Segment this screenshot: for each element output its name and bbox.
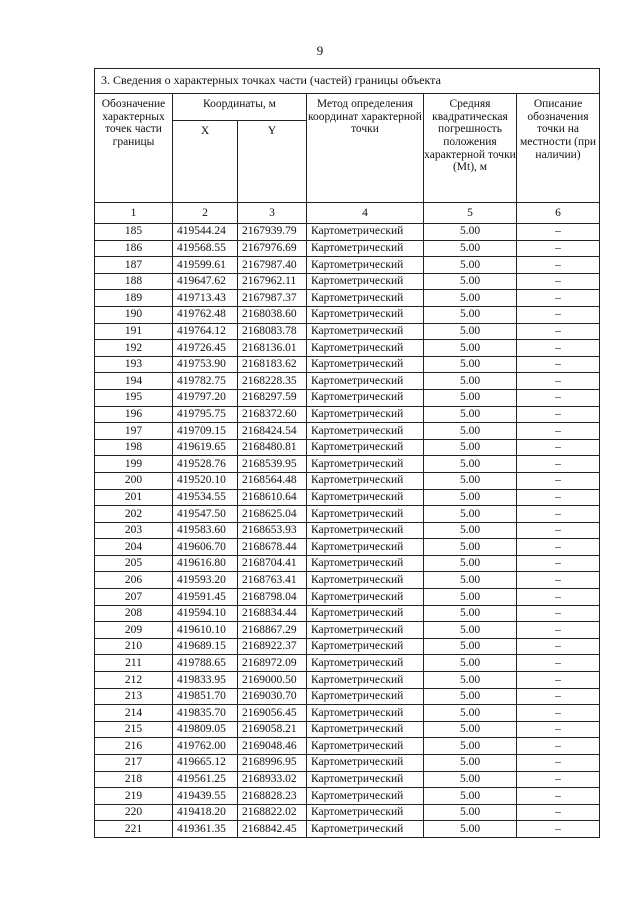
point-cell: 206 <box>95 572 173 589</box>
point-cell: 218 <box>95 771 173 788</box>
accuracy-cell: 5.00 <box>424 439 517 456</box>
method-cell: Картометрический <box>307 688 424 705</box>
table-row <box>95 638 600 655</box>
accuracy-cell: 5.00 <box>424 771 517 788</box>
column-number: 5 <box>424 203 517 224</box>
y-coordinate-cell: 2168653.93 <box>238 522 307 539</box>
table-row <box>95 389 600 406</box>
method-cell: Картометрический <box>307 340 424 357</box>
description-cell: – <box>517 605 600 622</box>
method-cell: Картометрический <box>307 323 424 340</box>
x-coordinate-cell: 419418.20 <box>173 804 238 821</box>
description-cell: – <box>517 788 600 805</box>
method-cell: Картометрический <box>307 506 424 523</box>
accuracy-cell: 5.00 <box>424 638 517 655</box>
x-coordinate-cell: 419561.25 <box>173 771 238 788</box>
x-coordinate-cell: 419762.48 <box>173 306 238 323</box>
accuracy-cell: 5.00 <box>424 738 517 755</box>
table-row <box>95 257 600 274</box>
header-coordinates: Координаты, м <box>173 94 307 121</box>
x-coordinate-cell: 419583.60 <box>173 522 238 539</box>
x-coordinate-cell: 419439.55 <box>173 788 238 805</box>
y-coordinate-cell: 2168867.29 <box>238 622 307 639</box>
accuracy-cell: 5.00 <box>424 721 517 738</box>
y-coordinate-cell: 2168704.41 <box>238 555 307 572</box>
description-cell: – <box>517 804 600 821</box>
table-row <box>95 489 600 506</box>
y-coordinate-cell: 2168183.62 <box>238 356 307 373</box>
method-cell: Картометрический <box>307 472 424 489</box>
table-row <box>95 672 600 689</box>
x-coordinate-cell: 419795.75 <box>173 406 238 423</box>
table-body <box>95 224 600 838</box>
method-cell: Картометрический <box>307 605 424 622</box>
x-coordinate-cell: 419591.45 <box>173 589 238 606</box>
point-cell: 185 <box>95 224 173 241</box>
section-title: 3. Сведения о характерных точках части (частей) границы объекта <box>95 69 600 94</box>
point-cell: 191 <box>95 323 173 340</box>
x-coordinate-cell: 419788.65 <box>173 655 238 672</box>
method-cell: Картометрический <box>307 622 424 639</box>
x-coordinate-cell: 419762.00 <box>173 738 238 755</box>
y-coordinate-cell: 2169048.46 <box>238 738 307 755</box>
accuracy-cell: 5.00 <box>424 472 517 489</box>
header-description: Описание обозначения точки на местности (при наличии) <box>517 94 600 203</box>
method-cell: Картометрический <box>307 290 424 307</box>
y-coordinate-cell: 2168297.59 <box>238 389 307 406</box>
accuracy-cell: 5.00 <box>424 340 517 357</box>
point-cell: 221 <box>95 821 173 838</box>
point-cell: 214 <box>95 705 173 722</box>
x-coordinate-cell: 419726.45 <box>173 340 238 357</box>
accuracy-cell: 5.00 <box>424 273 517 290</box>
point-cell: 193 <box>95 356 173 373</box>
accuracy-cell: 5.00 <box>424 821 517 838</box>
description-cell: – <box>517 522 600 539</box>
description-cell: – <box>517 273 600 290</box>
table-row <box>95 555 600 572</box>
y-coordinate-cell: 2169058.21 <box>238 721 307 738</box>
table-row <box>95 472 600 489</box>
y-coordinate-cell: 2168228.35 <box>238 373 307 390</box>
table-row <box>95 356 600 373</box>
accuracy-cell: 5.00 <box>424 257 517 274</box>
x-coordinate-cell: 419619.65 <box>173 439 238 456</box>
description-cell: – <box>517 705 600 722</box>
table-row <box>95 423 600 440</box>
description-cell: – <box>517 572 600 589</box>
point-cell: 202 <box>95 506 173 523</box>
method-cell: Картометрический <box>307 589 424 606</box>
table-row <box>95 439 600 456</box>
x-coordinate-cell: 419594.10 <box>173 605 238 622</box>
y-coordinate-cell: 2168763.41 <box>238 572 307 589</box>
description-cell: – <box>517 240 600 257</box>
y-coordinate-cell: 2168372.60 <box>238 406 307 423</box>
table-row <box>95 340 600 357</box>
table-row <box>95 456 600 473</box>
description-cell: – <box>517 655 600 672</box>
y-coordinate-cell: 2168828.23 <box>238 788 307 805</box>
x-coordinate-cell: 419534.55 <box>173 489 238 506</box>
description-cell: – <box>517 389 600 406</box>
accuracy-cell: 5.00 <box>424 755 517 772</box>
x-coordinate-cell: 419361.35 <box>173 821 238 838</box>
y-coordinate-cell: 2167976.69 <box>238 240 307 257</box>
x-coordinate-cell: 419544.24 <box>173 224 238 241</box>
page-number: 9 <box>316 43 324 58</box>
y-coordinate-cell: 2168922.37 <box>238 638 307 655</box>
x-coordinate-cell: 419568.55 <box>173 240 238 257</box>
description-cell: – <box>517 638 600 655</box>
y-coordinate-cell: 2168933.02 <box>238 771 307 788</box>
accuracy-cell: 5.00 <box>424 672 517 689</box>
column-number-row <box>95 203 600 224</box>
header-y: Y <box>238 121 307 203</box>
description-cell: – <box>517 688 600 705</box>
accuracy-cell: 5.00 <box>424 406 517 423</box>
point-cell: 190 <box>95 306 173 323</box>
accuracy-cell: 5.00 <box>424 456 517 473</box>
header-method: Метод определения координат характерной точки <box>307 94 424 203</box>
y-coordinate-cell: 2168834.44 <box>238 605 307 622</box>
method-cell: Картометрический <box>307 257 424 274</box>
point-cell: 203 <box>95 522 173 539</box>
accuracy-cell: 5.00 <box>424 323 517 340</box>
table-row <box>95 240 600 257</box>
point-cell: 197 <box>95 423 173 440</box>
description-cell: – <box>517 771 600 788</box>
accuracy-cell: 5.00 <box>424 555 517 572</box>
column-number: 4 <box>307 203 424 224</box>
point-cell: 217 <box>95 755 173 772</box>
method-cell: Картометрический <box>307 356 424 373</box>
method-cell: Картометрический <box>307 423 424 440</box>
table-row <box>95 721 600 738</box>
y-coordinate-cell: 2167962.11 <box>238 273 307 290</box>
method-cell: Картометрический <box>307 672 424 689</box>
table-row <box>95 622 600 639</box>
x-coordinate-cell: 419851.70 <box>173 688 238 705</box>
method-cell: Картометрический <box>307 555 424 572</box>
point-cell: 186 <box>95 240 173 257</box>
table-row <box>95 273 600 290</box>
column-number: 1 <box>95 203 173 224</box>
y-coordinate-cell: 2167987.40 <box>238 257 307 274</box>
point-cell: 208 <box>95 605 173 622</box>
table-row <box>95 572 600 589</box>
method-cell: Картометрический <box>307 273 424 290</box>
x-coordinate-cell: 419689.15 <box>173 638 238 655</box>
accuracy-cell: 5.00 <box>424 356 517 373</box>
table-row <box>95 605 600 622</box>
x-coordinate-cell: 419616.80 <box>173 555 238 572</box>
point-cell: 198 <box>95 439 173 456</box>
description-cell: – <box>517 456 600 473</box>
accuracy-cell: 5.00 <box>424 423 517 440</box>
method-cell: Картометрический <box>307 738 424 755</box>
x-coordinate-cell: 419809.05 <box>173 721 238 738</box>
x-coordinate-cell: 419709.15 <box>173 423 238 440</box>
method-cell: Картометрический <box>307 439 424 456</box>
table-row <box>95 738 600 755</box>
column-number: 3 <box>238 203 307 224</box>
point-cell: 207 <box>95 589 173 606</box>
method-cell: Картометрический <box>307 721 424 738</box>
method-cell: Картометрический <box>307 705 424 722</box>
method-cell: Картометрический <box>307 771 424 788</box>
y-coordinate-cell: 2168996.95 <box>238 755 307 772</box>
x-coordinate-cell: 419599.61 <box>173 257 238 274</box>
x-coordinate-cell: 419547.50 <box>173 506 238 523</box>
y-coordinate-cell: 2169030.70 <box>238 688 307 705</box>
accuracy-cell: 5.00 <box>424 788 517 805</box>
y-coordinate-cell: 2168610.64 <box>238 489 307 506</box>
point-cell: 215 <box>95 721 173 738</box>
point-cell: 196 <box>95 406 173 423</box>
description-cell: – <box>517 472 600 489</box>
description-cell: – <box>517 224 600 241</box>
method-cell: Картометрический <box>307 572 424 589</box>
x-coordinate-cell: 419606.70 <box>173 539 238 556</box>
x-coordinate-cell: 419753.90 <box>173 356 238 373</box>
y-coordinate-cell: 2168038.60 <box>238 306 307 323</box>
method-cell: Картометрический <box>307 755 424 772</box>
accuracy-cell: 5.00 <box>424 705 517 722</box>
table-row <box>95 290 600 307</box>
y-coordinate-cell: 2167939.79 <box>238 224 307 241</box>
description-cell: – <box>517 721 600 738</box>
accuracy-cell: 5.00 <box>424 240 517 257</box>
method-cell: Картометрический <box>307 406 424 423</box>
point-cell: 189 <box>95 290 173 307</box>
description-cell: – <box>517 406 600 423</box>
accuracy-cell: 5.00 <box>424 489 517 506</box>
accuracy-cell: 5.00 <box>424 688 517 705</box>
x-coordinate-cell: 419835.70 <box>173 705 238 722</box>
accuracy-cell: 5.00 <box>424 224 517 241</box>
x-coordinate-cell: 419610.10 <box>173 622 238 639</box>
method-cell: Картометрический <box>307 306 424 323</box>
header-point-designation: Обозначение характерных точек части границы <box>95 94 173 203</box>
accuracy-cell: 5.00 <box>424 804 517 821</box>
point-cell: 209 <box>95 622 173 639</box>
table-row <box>95 589 600 606</box>
x-coordinate-cell: 419520.10 <box>173 472 238 489</box>
description-cell: – <box>517 738 600 755</box>
point-cell: 205 <box>95 555 173 572</box>
y-coordinate-cell: 2168625.04 <box>238 506 307 523</box>
accuracy-cell: 5.00 <box>424 589 517 606</box>
point-cell: 199 <box>95 456 173 473</box>
x-coordinate-cell: 419647.62 <box>173 273 238 290</box>
description-cell: – <box>517 506 600 523</box>
y-coordinate-cell: 2168564.48 <box>238 472 307 489</box>
table-row <box>95 688 600 705</box>
method-cell: Картометрический <box>307 389 424 406</box>
table-row <box>95 539 600 556</box>
method-cell: Картометрический <box>307 539 424 556</box>
point-cell: 213 <box>95 688 173 705</box>
table-row <box>95 705 600 722</box>
accuracy-cell: 5.00 <box>424 539 517 556</box>
description-cell: – <box>517 423 600 440</box>
description-cell: – <box>517 555 600 572</box>
accuracy-cell: 5.00 <box>424 306 517 323</box>
x-coordinate-cell: 419713.43 <box>173 290 238 307</box>
description-cell: – <box>517 356 600 373</box>
description-cell: – <box>517 672 600 689</box>
y-coordinate-cell: 2168136.01 <box>238 340 307 357</box>
y-coordinate-cell: 2168822.02 <box>238 804 307 821</box>
description-cell: – <box>517 489 600 506</box>
column-number: 6 <box>517 203 600 224</box>
accuracy-cell: 5.00 <box>424 572 517 589</box>
accuracy-cell: 5.00 <box>424 622 517 639</box>
point-cell: 204 <box>95 539 173 556</box>
y-coordinate-cell: 2169056.45 <box>238 705 307 722</box>
point-cell: 194 <box>95 373 173 390</box>
point-cell: 187 <box>95 257 173 274</box>
accuracy-cell: 5.00 <box>424 605 517 622</box>
description-cell: – <box>517 539 600 556</box>
header-accuracy: Средняя квадратическая погрешность положения характерной точки (Mt), м <box>424 94 517 203</box>
y-coordinate-cell: 2168972.09 <box>238 655 307 672</box>
table-row <box>95 655 600 672</box>
table-row <box>95 821 600 838</box>
x-coordinate-cell: 419528.76 <box>173 456 238 473</box>
point-cell: 210 <box>95 638 173 655</box>
table-row <box>95 771 600 788</box>
point-cell: 211 <box>95 655 173 672</box>
y-coordinate-cell: 2168480.81 <box>238 439 307 456</box>
table-row <box>95 323 600 340</box>
y-coordinate-cell: 2169000.50 <box>238 672 307 689</box>
accuracy-cell: 5.00 <box>424 655 517 672</box>
point-cell: 212 <box>95 672 173 689</box>
description-cell: – <box>517 589 600 606</box>
description-cell: – <box>517 306 600 323</box>
table-row <box>95 788 600 805</box>
table-row <box>95 224 600 241</box>
point-cell: 188 <box>95 273 173 290</box>
description-cell: – <box>517 340 600 357</box>
method-cell: Картометрический <box>307 821 424 838</box>
description-cell: – <box>517 257 600 274</box>
table-row <box>95 406 600 423</box>
point-cell: 220 <box>95 804 173 821</box>
method-cell: Картометрический <box>307 489 424 506</box>
accuracy-cell: 5.00 <box>424 290 517 307</box>
accuracy-cell: 5.00 <box>424 522 517 539</box>
table-row <box>95 522 600 539</box>
point-cell: 192 <box>95 340 173 357</box>
x-coordinate-cell: 419665.12 <box>173 755 238 772</box>
point-cell: 195 <box>95 389 173 406</box>
method-cell: Картометрический <box>307 788 424 805</box>
point-cell: 216 <box>95 738 173 755</box>
method-cell: Картометрический <box>307 456 424 473</box>
y-coordinate-cell: 2168424.54 <box>238 423 307 440</box>
y-coordinate-cell: 2168678.44 <box>238 539 307 556</box>
description-cell: – <box>517 622 600 639</box>
x-coordinate-cell: 419797.20 <box>173 389 238 406</box>
header-x: X <box>173 121 238 203</box>
description-cell: – <box>517 323 600 340</box>
y-coordinate-cell: 2168083.78 <box>238 323 307 340</box>
point-cell: 201 <box>95 489 173 506</box>
method-cell: Картометрический <box>307 522 424 539</box>
boundary-points-table <box>94 68 600 838</box>
x-coordinate-cell: 419782.75 <box>173 373 238 390</box>
column-number: 2 <box>173 203 238 224</box>
method-cell: Картометрический <box>307 804 424 821</box>
description-cell: – <box>517 821 600 838</box>
x-coordinate-cell: 419833.95 <box>173 672 238 689</box>
description-cell: – <box>517 373 600 390</box>
table-row <box>95 306 600 323</box>
y-coordinate-cell: 2167987.37 <box>238 290 307 307</box>
y-coordinate-cell: 2168539.95 <box>238 456 307 473</box>
description-cell: – <box>517 755 600 772</box>
x-coordinate-cell: 419593.20 <box>173 572 238 589</box>
description-cell: – <box>517 439 600 456</box>
description-cell: – <box>517 290 600 307</box>
table-row <box>95 506 600 523</box>
accuracy-cell: 5.00 <box>424 389 517 406</box>
y-coordinate-cell: 2168798.04 <box>238 589 307 606</box>
method-cell: Картометрический <box>307 373 424 390</box>
point-cell: 219 <box>95 788 173 805</box>
table-row <box>95 804 600 821</box>
y-coordinate-cell: 2168842.45 <box>238 821 307 838</box>
method-cell: Картометрический <box>307 655 424 672</box>
method-cell: Картометрический <box>307 638 424 655</box>
x-coordinate-cell: 419764.12 <box>173 323 238 340</box>
table-row <box>95 373 600 390</box>
accuracy-cell: 5.00 <box>424 506 517 523</box>
accuracy-cell: 5.00 <box>424 373 517 390</box>
method-cell: Картометрический <box>307 240 424 257</box>
method-cell: Картометрический <box>307 224 424 241</box>
table-row <box>95 755 600 772</box>
point-cell: 200 <box>95 472 173 489</box>
